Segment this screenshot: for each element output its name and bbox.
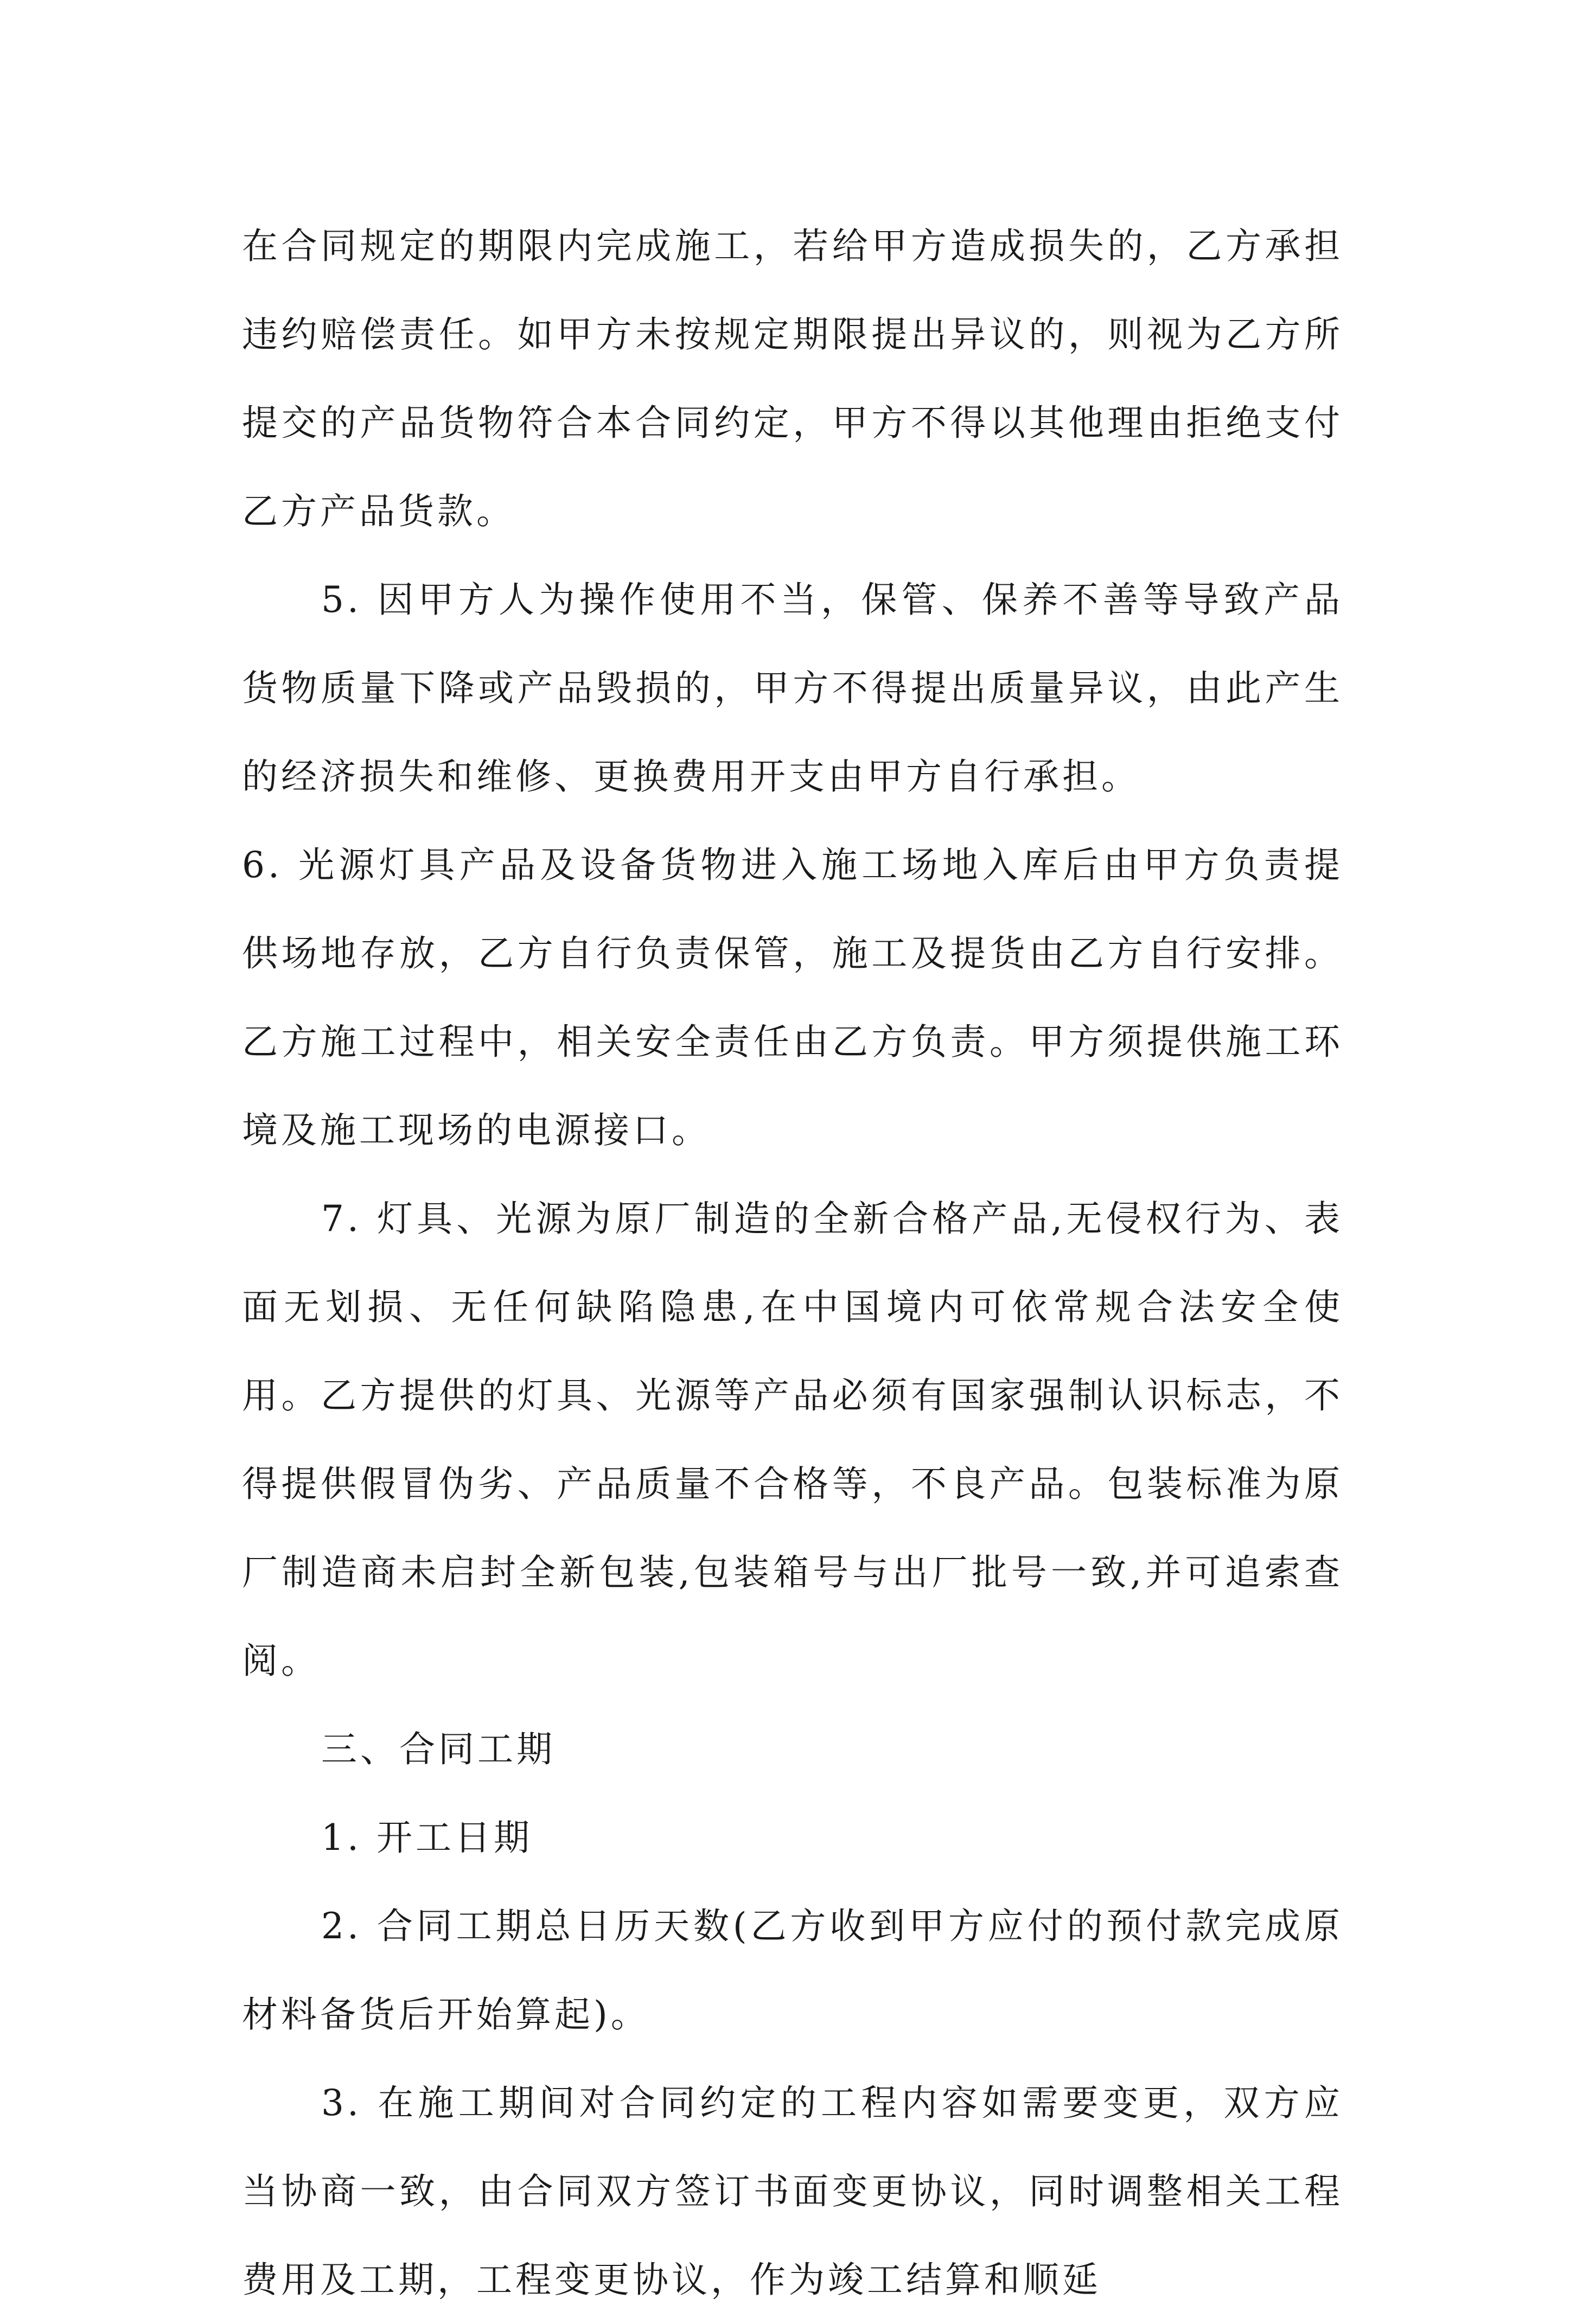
item-change-during-construction: 3. 在施工期间对合同约定的工程内容如需要变更，双方应当协商一致，由合同双方签订书面变更协议，同时调整相关工程费用及工期，工程变更协议，作为竣工结算和顺延 [242, 2082, 1343, 2301]
section-heading-contract-period: 三、合同工期 [321, 1728, 556, 1770]
item-total-calendar-days: 2. 合同工期总日历天数(乙方收到甲方应付的预付款完成原材料备货后开始算起)。 [242, 1905, 1343, 2035]
item-start-date: 1. 开工日期 [321, 1817, 533, 1859]
paragraph-continuation: 在合同规定的期限内完成施工，若给甲方造成损失的，乙方承担违约赔偿责任。如甲方未按规定期限提出异议的，则视为乙方所提交的产品货物符合本合同约定，甲方不得以其他理由拒绝支付乙方产品货款。 [242, 225, 1343, 532]
paragraph-clause-6: 6. 光源灯具产品及设备货物进入施工场地入库后由甲方负责提供场地存放，乙方自行负责保管，施工及提货由乙方自行安排。乙方施工过程中，相关安全责任由乙方负责。甲方须提供施工环境及施工现场的电源接口。 [242, 844, 1343, 1151]
paragraph-clause-5: 5. 因甲方人为操作使用不当，保管、保养不善等导致产品货物质量下降或产品毁损的，甲方不得提出质量异议，由此产生的经济损失和维修、更换费用开支由甲方自行承担。 [242, 579, 1343, 797]
document-body [242, 202, 1343, 2324]
paragraph-clause-7: 7. 灯具、光源为原厂制造的全新合格产品,无侵权行为、表面无划损、无任何缺陷隐患,在中国境内可依常规合法安全使用。乙方提供的灯具、光源等产品必须有国家强制认识标志，不得提供假冒伪劣、产品质量不合格等，不良产品。包装标准为原厂制造商未启封全新包装,包装箱号与出厂批号一致,并可追索查阅。 [242, 1198, 1343, 1682]
